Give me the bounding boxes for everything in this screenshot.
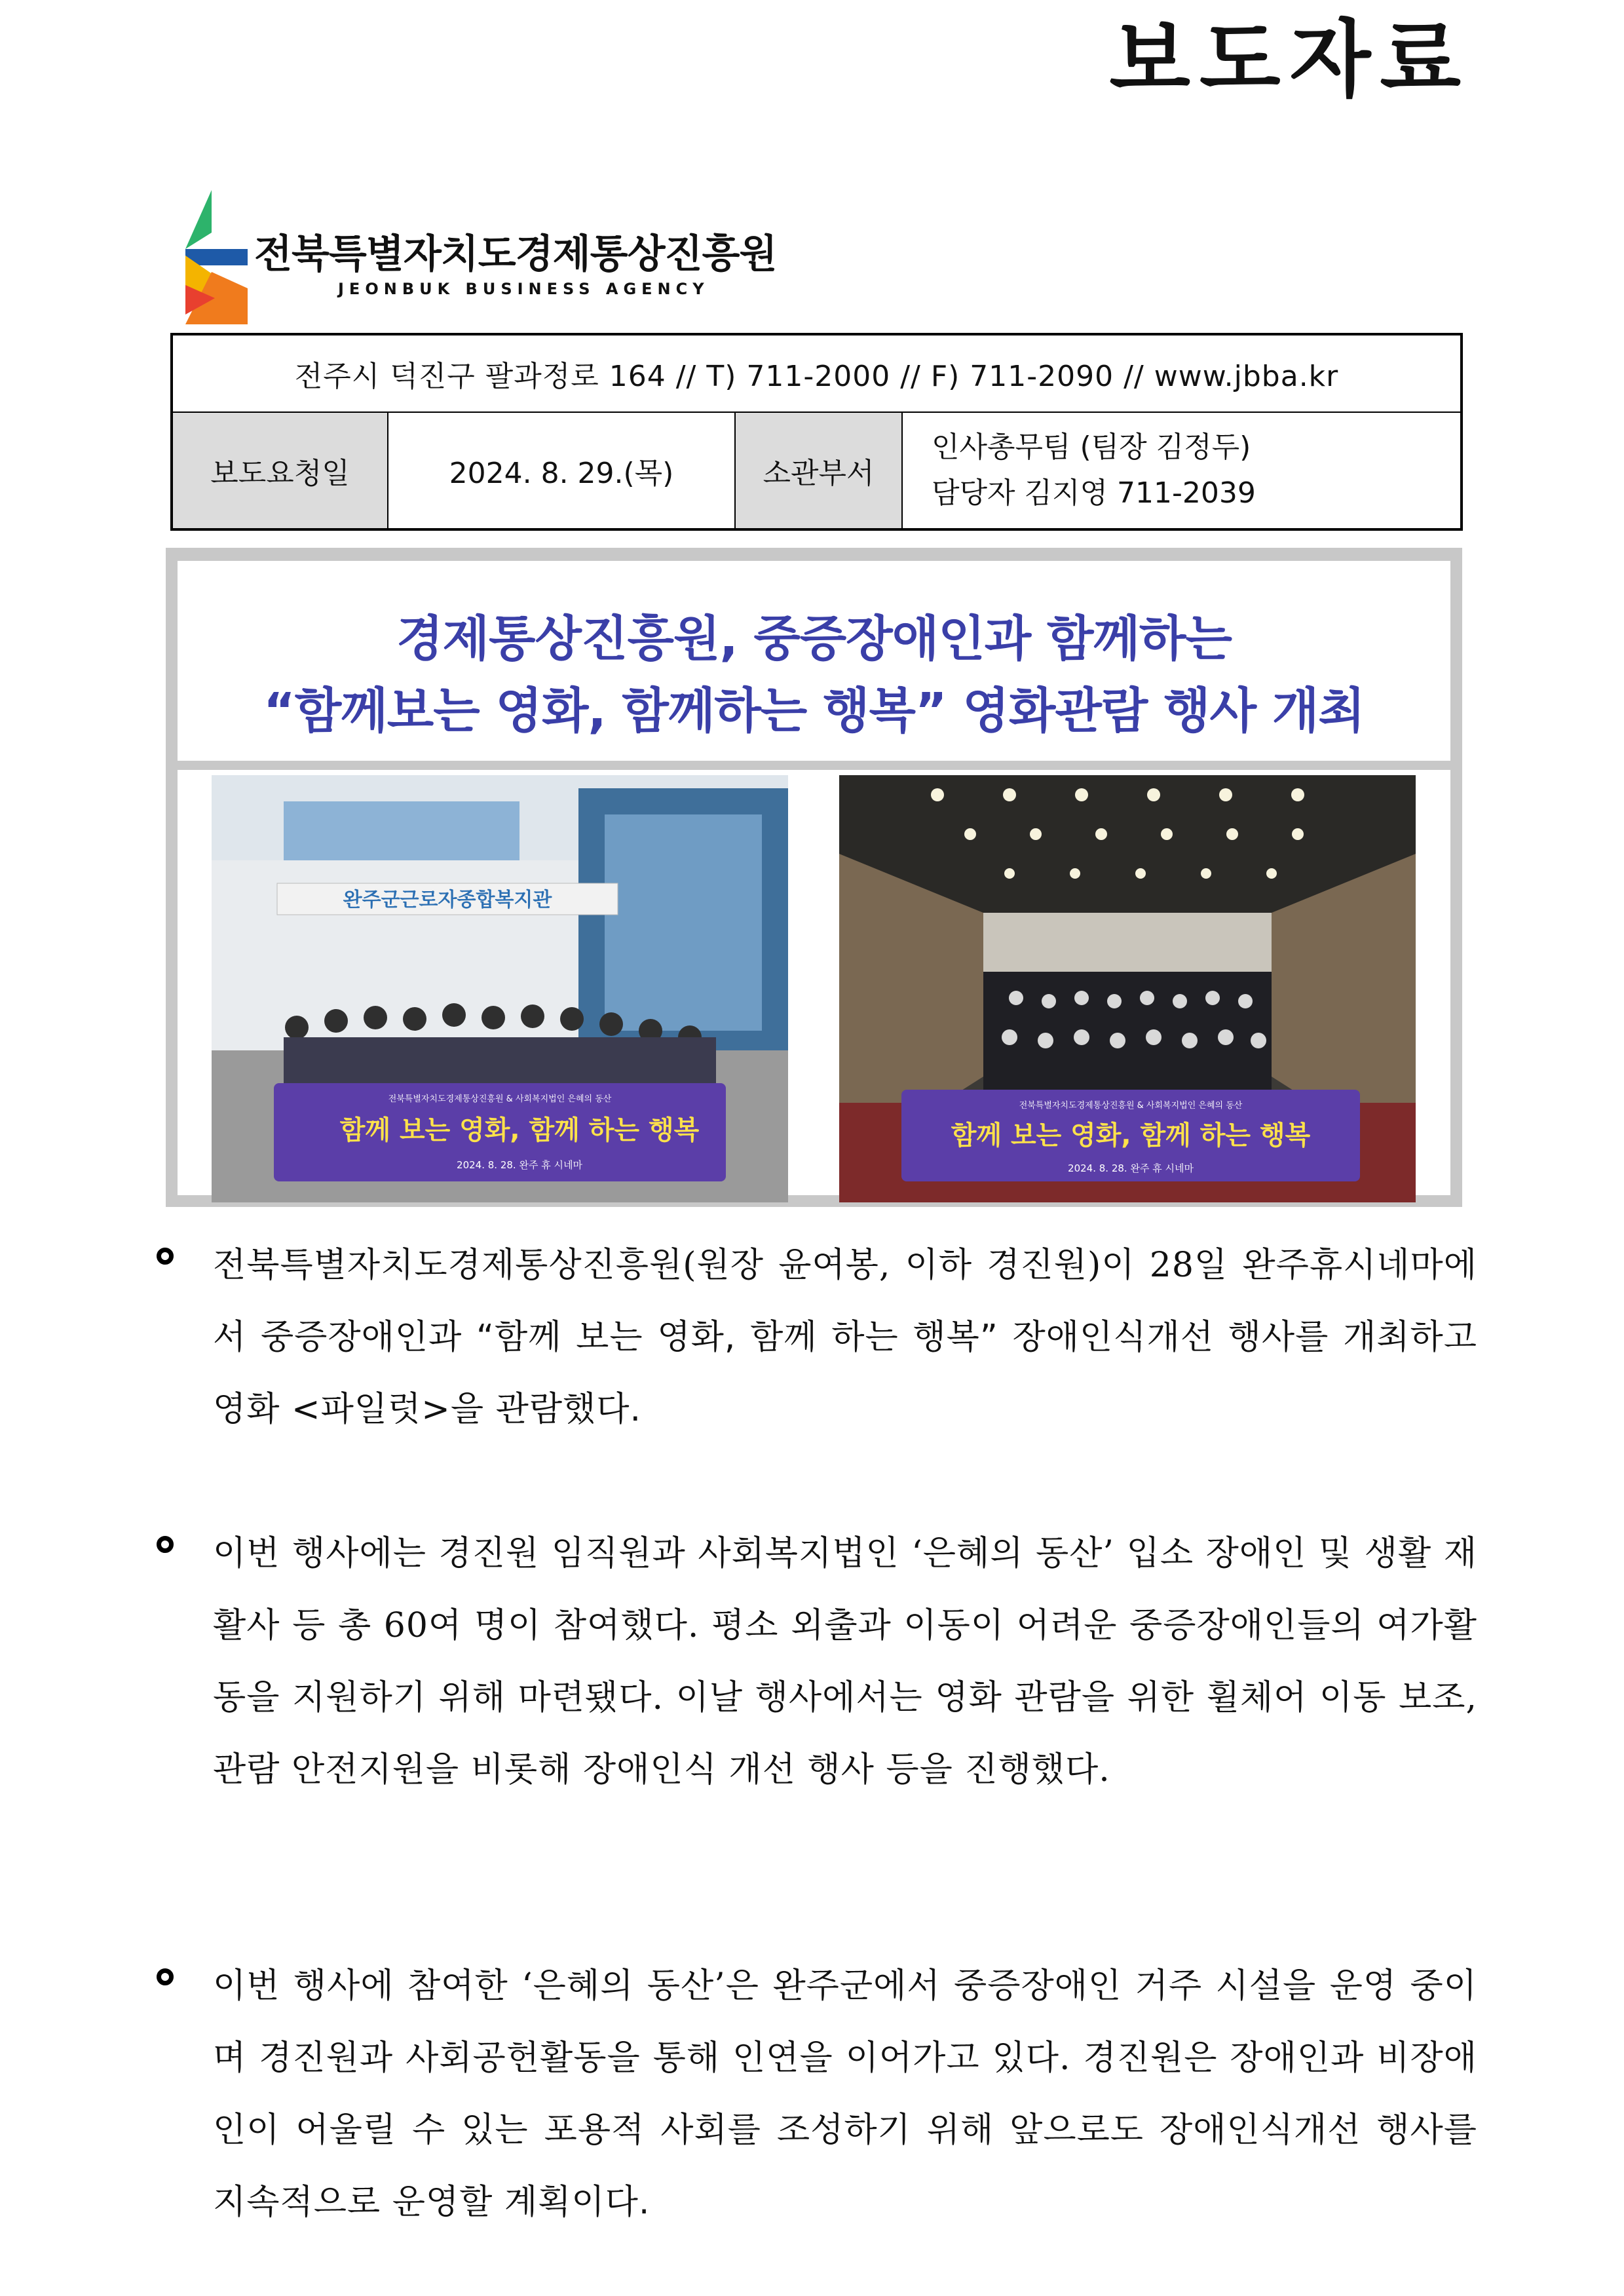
banner-date-text: 2024. 8. 28. 완주 휴 시네마	[1068, 1162, 1194, 1174]
bullet-circle-icon	[157, 1536, 174, 1553]
paragraph-1	[147, 1229, 1477, 1445]
jbba-logo-icon	[176, 187, 248, 331]
paragraph-part-emphasis: 중증장애인과 “함께 보는 영화, 함께 하는 행복” 장애인식개선 행사를 개최하고 영화 <파일럿>을 관람했다.	[213, 1318, 1477, 1429]
organization-name-english: JEONBUK BUSINESS AGENCY	[338, 280, 709, 298]
group-photo-outdoor-icon	[212, 775, 788, 1202]
bullet-circle-icon	[157, 1968, 174, 1985]
department-contact	[902, 412, 1462, 529]
release-date-label: 보도요청일	[172, 412, 388, 529]
headline-box	[166, 548, 1462, 1207]
paragraph-part: 이번 행사에 참여한 ‘은혜의 동산’은 완주군에서 중증장애인 거주 시설을 운영 중이며 경진원과 사회공헌활동을 통해 인연을 이어가고 있다.	[213, 1966, 1477, 2078]
paragraph-part: 전북특별자치도경제통상진흥원(원장 윤여봉, 이하 경진원)이 28일 완주휴시네마에서	[213, 1246, 1477, 1357]
photo-theater-group	[839, 775, 1416, 1202]
contact-line: 전주시 덕진구 팔과정로 164 // T) 711-2000 // F) 711-2090 // www.jbba.kr	[172, 334, 1462, 412]
headline-panel	[178, 561, 1450, 761]
building-sign: 완주군근로자종합복지관	[343, 889, 552, 911]
paragraph-part: 이번 행사에는 경진원 임직원과 사회복지법인 ‘은혜의 동산’ 입소 장애인 및 생활 재활사 등 총 60여 명이 참여했다.	[213, 1534, 1477, 1645]
paragraph-2	[147, 1518, 1477, 1806]
group-photo-theater-icon	[839, 775, 1416, 1202]
document-type-title: 보도자료	[1109, 11, 1470, 109]
department-label: 소관부서	[735, 412, 902, 529]
banner-main-text: 함께 보는 영화, 함께 하는 행복	[951, 1120, 1311, 1151]
bullet-circle-icon	[157, 1248, 174, 1265]
banner-date-text: 2024. 8. 28. 완주 휴 시네마	[457, 1159, 582, 1171]
release-date-value: 2024. 8. 29.(목)	[388, 412, 735, 529]
department-team: 인사총무팀 (팀장 김정두)	[932, 430, 1251, 464]
headline-line-2: “함께보는 영화, 함께하는 행복” 영화관람 행사 개최	[263, 683, 1365, 739]
banner-org-text: 전북특별자치도경제통상진흥원 & 사회복지법인 은혜의 동산	[1019, 1101, 1243, 1111]
organization-name-korean: 전북특별자치도경제통상진흥원	[254, 231, 777, 277]
banner-org-text: 전북특별자치도경제통상진흥원 & 사회복지법인 은혜의 동산	[388, 1094, 612, 1104]
photo-outdoor-group	[212, 775, 788, 1202]
paragraph-part-emphasis: 경진원은 장애인과 비장애인이 어울릴 수 있는 포용적 사회를 조성하기 위해 앞으로도 장애인식개선 행사를 지속적으로 운영할 계획이다.	[213, 2038, 1477, 2222]
department-person: 담당자 김지영 711-2039	[932, 476, 1256, 510]
paragraph-text	[213, 1950, 1477, 2238]
banner-main-text: 함께 보는 영화, 함께 하는 행복	[339, 1115, 700, 1145]
photo-row	[178, 770, 1450, 1195]
paragraph-part-emphasis: 평소 외출과 이동이 어려운 중증장애인들의 여가활동을 지원하기 위해 마련됐	[213, 1606, 1477, 1717]
paragraph-part: 다. 이날 행사에서는 영화 관람을 위한 휠체어 이동 보조, 관람 안전지원을 비롯해 장애인식 개선 행사 등을 진행했다.	[213, 1678, 1477, 1789]
paragraph-text	[213, 1518, 1477, 1806]
press-info-table	[170, 333, 1463, 531]
organization-logo	[176, 187, 777, 331]
headline-line-1: 경제통상진흥원, 중증장애인과 함께하는	[396, 611, 1232, 667]
paragraph-text	[213, 1229, 1477, 1445]
paragraph-3	[147, 1950, 1477, 2238]
